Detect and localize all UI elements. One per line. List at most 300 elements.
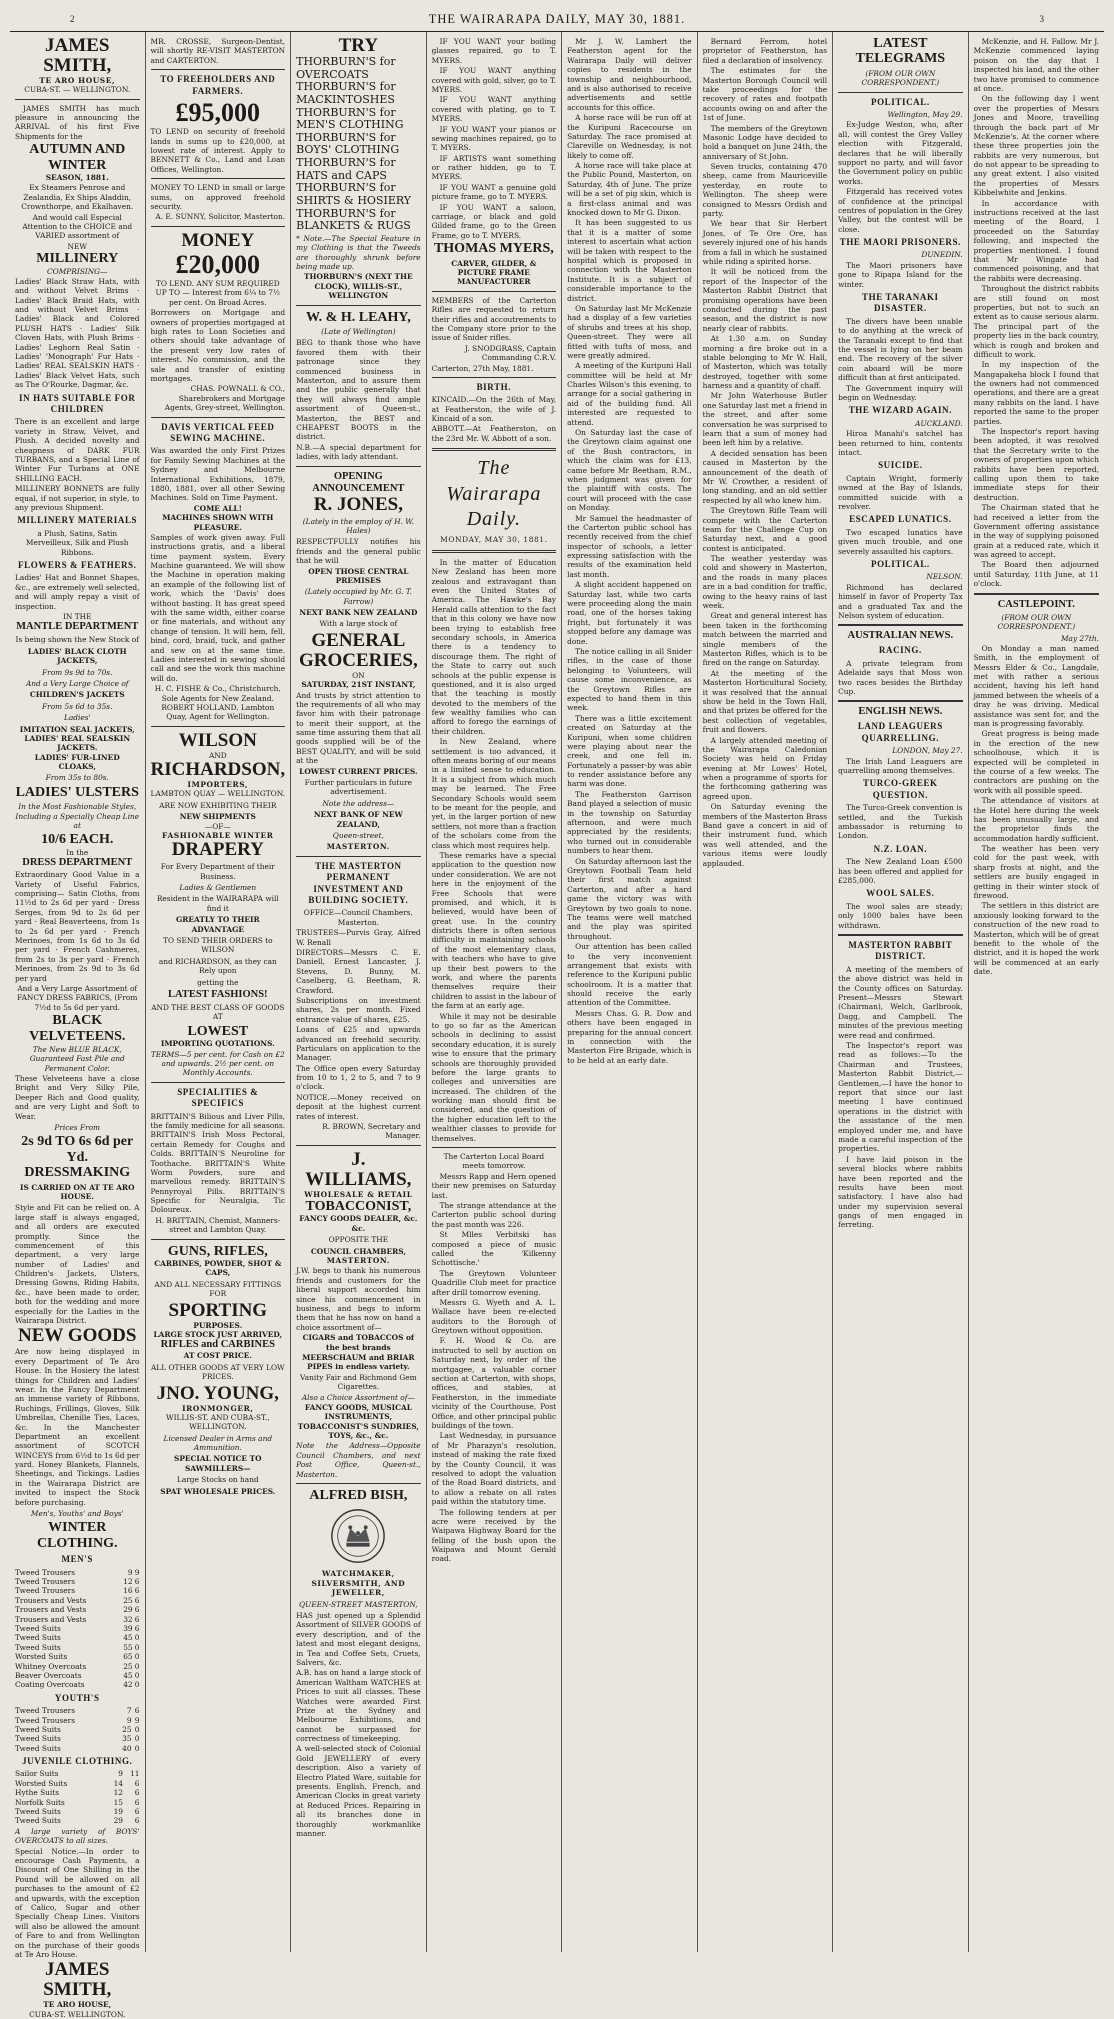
money-lend-text: MONEY TO LEND in small or large sums, on approved freehold security.	[150, 183, 286, 212]
terms-text: TERMS—5 per cent. for Cash on £2 and upwards. 2½ per cent. on Monthly Accounts.	[150, 1049, 285, 1078]
borrowers-text: Borrowers on Mortgage and owners of properties mortgaged at high rates to Loan Societies and others should take advantage of the present very low rates of interest. No commission, and the sale and transfer of existing mortgages.	[150, 308, 286, 383]
society-heading: THE MASTERTON PERMANENT INVESTMENT AND BUILDING SOCIETY.	[308, 860, 409, 906]
brittain-sign: H. BRITTAIN, Chemist, Manners-street and Lambton Quay.	[155, 1215, 281, 1235]
price-shillings: 39	[123, 1623, 133, 1633]
political2-text: Richmond has declared himself in favor of Property Tax and a graduated Tax and the Nelson system of education.	[838, 582, 963, 620]
price-row	[15, 1662, 140, 1671]
thorburn-item: THORBURN'S for HATS and CAPS	[296, 156, 396, 182]
cloth-jackets: LADIES' BLACK CLOTH JACKETS,	[27, 646, 127, 666]
footer-name: JAMES SMITH,	[43, 1959, 112, 2001]
price-shillings: 19	[113, 1807, 123, 1817]
price-pence: 0	[134, 1633, 140, 1643]
racing-heading: RACING.	[878, 645, 922, 656]
millinery-items: Ladies' Black Straw Hats, with and without Velvet Brims · Ladies' Black Braid Hats, with and without Velvet Brims · Ladies' Black and Colored PLUSH HATS · Ladies' Silk Cloven Hats, with Plush Brims · Ladies' Leghorn Real Satin · Ladies' 'Monograph' Fur Hats · Ladies' REAL SEALSKIN HATS · Ladies' Black Velvet Hats, such as The O'Rourke, Dagmar, &c.	[15, 276, 140, 390]
loan-text: TO LEND on security of freehold lands in sums up to £20,000, at lowest rate of interest. Apply to BENNETT & Co., Land and Loan Offices, Wellington.	[150, 127, 286, 174]
society-brown: R. BROWN, Secretary and Manager.	[322, 1122, 421, 1141]
price-pence: 6	[134, 1595, 140, 1605]
other-goods: ALL OTHER GOODS AT VERY LOW PRICES.	[150, 1362, 285, 1382]
leahy-heading: W. & H. LEAHY,	[305, 309, 411, 325]
thorburn-item: THORBURN'S for MACKINTOSHES	[296, 80, 396, 106]
price-row	[15, 1680, 140, 1689]
news-paragraph: On Saturday afternoon last the Greytown Football Team held their first match against Carterton, and after a hard game the victory was with Greytown by two goals to none. The teams were well matched and the play was spirited throughout.	[567, 856, 692, 941]
report-paragraph: On the following day I went over the properties of Messrs Jones and Moore, travelling through the back part of Mr McKenzie's. At the corner where these three properties join the rabbits are very numerous, but do not appear to be spreading to any great extent. I also visited the properties of Messrs Kibbelwhite and Jenkins.	[973, 94, 1099, 198]
suicide-heading: SUICIDE.	[878, 460, 923, 471]
overcoats-note: A large variety of BOYS' OVERCOATS to all sizes.	[15, 1826, 140, 1846]
fancy-fabrics: And a Very Large Assortment of FANCY DRESS FABRICS, (From 7½d to 5s 6d per yard.	[17, 983, 138, 1012]
correspondent: (FROM OUR OWN CORRESPONDENT.)	[861, 68, 940, 88]
price-pence: 11	[130, 1769, 140, 1779]
bish-jeweller: JEWELLER,	[331, 1588, 385, 1598]
price-row	[15, 1734, 140, 1743]
news-paragraph: Mr J. W. Lambert the Featherston agent for the Wairarapa Daily will deliver copies to residents in the township and neighbourhood, and is also authorised to receive advertisements and settle accounts for this office.	[567, 37, 692, 112]
price-item: Tweed Suits	[15, 1743, 61, 1753]
opening-date: SATURDAY, 21ST INSTANT,	[301, 680, 416, 690]
death-text: ABBOTT.—At Featherston, on the 23rd Mr. W. Abbott of a son.	[431, 424, 557, 443]
price-row	[15, 1788, 140, 1797]
hats-text: There is an excellent and large variety in Straw, Velvet, and Plush. A decided novelty and cheapness of DARK FUR TURBANS, and a Special Line of Winter Fur Turbans at ONE SHILLING EACH.	[15, 417, 140, 483]
column-2	[146, 32, 292, 1952]
price-pence: 0	[134, 1661, 140, 1671]
on-label: ON	[352, 670, 365, 680]
fur-price: From 35s to 80s.	[45, 773, 109, 783]
williams-tobacconist: TOBACCONIST,	[305, 1199, 412, 1215]
cloth-price: From 9s 9d to 70s.	[42, 667, 113, 677]
news-paragraph: The notice calling in all Snider rifles, in the case of those belonging to Volunteers, will cause some inconvenience, as the Greytown Rifles are expected to hand them in this week.	[567, 647, 692, 713]
price-row	[15, 1725, 140, 1734]
price-pence: 6	[134, 1586, 140, 1596]
price-row	[15, 1798, 140, 1807]
next-bank2: NEXT BANK OF NEW ZEALAND,	[313, 810, 403, 829]
price-shillings: 9	[127, 1567, 133, 1577]
davis-heading: DAVIS VERTICAL FEED SEWING MACHINE.	[161, 421, 275, 443]
machines-shown: MACHINES SHOWN WITH PLEASURE.	[162, 513, 274, 532]
price-item: Tweed Trousers	[15, 1715, 75, 1725]
castlepoint-paragraph: The weather has been very cold for the past week, with sharp frosts at night, and the settlers are busily engaged in getting in their winter stock of firewood.	[973, 844, 1099, 901]
jones-late: (Lately in the employ of H. W. Hales)	[302, 516, 414, 535]
news-paragraph: A largely attended meeting of the Wairarapa Caledonian Society was held on Friday evening at Mr Lowes' Hotel, when a programme of sports for the forthcoming gathering was agreed upon.	[702, 735, 828, 801]
racing-text: A private telegram from Adelaide says that Moss won two races besides the Birthday Cup.	[838, 658, 963, 696]
next-bank: NEXT BANK NEW ZEALAND	[299, 608, 418, 618]
price-pence: 0	[134, 1670, 140, 1680]
ladies-label: Ladies'	[63, 713, 91, 723]
page-number-left: 2	[70, 13, 75, 24]
price-row	[15, 1716, 140, 1725]
price-shillings: 42	[123, 1680, 133, 1690]
wizard-text: Hiroa Manahi's satchel has been returned to him, contents intact.	[838, 429, 963, 457]
turco-text: The Turco-Greek convention is settled, and the Turkish ambassador is returning to London.	[838, 803, 963, 841]
sawmillers-notice: SPECIAL NOTICE TO SAWMILLERS—	[174, 1454, 262, 1473]
castlepoint-from: (FROM OUR OWN CORRESPONDENT.)	[997, 612, 1076, 632]
society-directors: DIRECTORS—Messrs C. E. Daniell, Ernest Lancaster, J. Stevens, D. Bunny, M. Caselberg, G. Beetham, R. Crawford.	[296, 948, 421, 995]
jones-text2: And trusts by strict attention to the requirements of all who may favor him with their patronage to merit their support, at the same time assuring them that all goods supplied will be of the BEST QUALITY, and will be sold at the	[296, 690, 421, 766]
velveteens-text: These Velveteens have a close Bright and Very Silky Pile, Deeper Rich and Good quality, and are very Light and Soft to Wear.	[15, 1074, 140, 1121]
political-date: Wellington, May 29.	[887, 109, 963, 119]
column-7	[833, 32, 969, 1952]
note-address: Note the address—	[322, 798, 395, 808]
price-shillings: 25	[123, 1595, 133, 1605]
news-paragraph: The estimates for the Masterton Borough Council will take proceedings for the recovery of rates and footpath accounts owing on and after the 1st of June.	[702, 66, 828, 123]
importing-label: IMPORTING QUOTATIONS.	[160, 1039, 275, 1049]
mantle-heading: MANTLE DEPARTMENT	[16, 621, 139, 633]
children-price: From 5s 6d to 35s.	[42, 701, 113, 711]
store-address: CUBA-ST. — WELLINGTON.	[24, 85, 131, 95]
news-paragraph: A horse race will be run off at the Kuripuni Racecourse on Saturday. The race promised at Clareville on Wednesday, is not likely to come off.	[567, 113, 692, 160]
ulsters-price: 10/6 EACH.	[41, 832, 114, 848]
lowest-prices: LOWEST CURRENT PRICES.	[299, 766, 418, 776]
rabbit-text2: The Inspector's report was read as follows:—To the Chairman and Trustees, Masterton Rabbit District,—Gentlemen,—I have the honor to report that since our last meeting I have continued operations in the district with the assistance of the men employed under me, and have made a careful inspection of the properties.	[838, 1041, 963, 1154]
price-row	[15, 1779, 140, 1788]
price-shillings: 29	[123, 1605, 133, 1615]
report-paragraph: The Board then adjourned until Saturday, 11th June, at 11 o'clock.	[973, 560, 1099, 589]
rifles-label: RIFLES,	[213, 1243, 268, 1259]
williams-opposite: OPPOSITE THE	[328, 1235, 389, 1245]
new-shipments: NEW SHIPMENTS	[179, 812, 256, 822]
richardson-heading: RICHARDSON,	[150, 759, 286, 781]
page-number-right: 3	[1039, 13, 1044, 24]
news-paragraph: Mr John Waterhouse Butler one Saturday last met a friend in the street, and after some conversation he was surprised to learn that a sum of money had been left him by a relative.	[702, 391, 828, 448]
store-name: TE ARO HOUSE,	[39, 75, 116, 85]
shipments-text: Ex Steamers Penrose and Zealandia, Ex Ships Aladdin, Crownthorpe, and Ekalhaven.	[21, 183, 134, 212]
price-pence: 6	[134, 1605, 140, 1615]
members-date: Carterton, 27th May, 1881.	[431, 363, 534, 373]
leahy-text: BEG to thank those who have favored them with their patronage since they commenced business in Masterton, and to assure them and the public generally that they will always find ample assortment of Queen-st., Masterton, the BEST and CHEAPEST BOOTS in the district.	[296, 338, 421, 442]
price-shillings: 45	[123, 1670, 133, 1680]
want-ad: IF YOU WANT a genuine gold picture frame, go to T. MYERS.	[431, 182, 557, 202]
editorial	[432, 558, 557, 1143]
local-news-item: Messrs G. Wyeth and A. L. Wallace have been re-elected auditors to the Borough of Greytown without opposition.	[431, 1297, 557, 1336]
royal-crest-icon	[329, 1507, 387, 1565]
large-stock: With a large stock of	[319, 619, 398, 629]
price-item: Tweed Trousers	[15, 1706, 75, 1716]
price-row	[15, 1624, 140, 1633]
williams-vanity: Vanity Fair and Richmond Gem Cigarettes.	[300, 1372, 417, 1392]
price-pence: 0	[134, 1652, 140, 1662]
bish-text2: A.B. has on hand a large stock of American Waltham WATCHES at Prices to suit all classes. These Watches were awarded First Prize at the Sydney and Melbourne Exhibitions, and cannot be surpassed for correctness of timekeeping.	[296, 1668, 421, 1744]
footer-address: CUBA-ST. WELLINGTON.	[29, 2009, 126, 2019]
price-pence: 0	[134, 1724, 140, 1734]
local-notes-col5	[567, 37, 692, 1065]
drapery-heading: DRAPERY	[171, 839, 264, 861]
price-pence: 6	[134, 1797, 140, 1807]
wants-list	[432, 37, 557, 240]
wool-text: The wool sales are steady; only 1000 bales have been withdrawn.	[838, 901, 963, 930]
council-notice: The Carterton Local Board meets tomorrow.	[443, 1152, 545, 1171]
groceries-heading: GROCERIES,	[298, 649, 418, 671]
price-shillings: 14	[113, 1778, 123, 1788]
leahy-sub: (Late of Wellington)	[321, 327, 396, 337]
news-paragraph: The members of the Greytown Masonic Lodge have decided to hold a banquet on June 24th, the anniversary of St John.	[702, 123, 828, 161]
central-premises: OPEN THOSE CENTRAL PREMISES	[308, 566, 409, 585]
news-paragraph: A decided sensation has been caused in Masterton by the announcement of the death of Mr W. Crowther, a resident of long standing, and an old settler respected by all who knew him.	[702, 448, 828, 505]
mens-youths-label: Men's, Youths' and Boys'	[30, 1509, 124, 1519]
local-news	[432, 1172, 557, 1564]
davis-award: Was awarded the only First Prizes for Family Sewing Machines at the Sydney and Melbourne International Exhibitions, 1879, 1880, 1881, over all other Sewing Machines. Sold on Time Payment.	[150, 446, 286, 503]
fitzgerald-text: Fitzgerald has received votes of confidence at the principal centres of population in the Grey Valley, but the contest will be close.	[838, 187, 963, 234]
news-paragraph: A horse race will take place at the Public Pound, Masterton, on Saturday, 4th of June. The prize will be a set of pig skin, which is a first-class animal and was knocked down to Mr G. Dixon.	[567, 161, 692, 218]
price-row	[15, 1577, 140, 1586]
society-loans: Loans of £25 and upwards advanced on freehold security. Particulars on application to the Manager.	[296, 1025, 421, 1063]
column-5	[562, 32, 698, 1952]
juvenile-heading: JUVENILE CLOTHING.	[22, 1756, 133, 1767]
editorial-paragraph: These remarks have a special application to the question now under consideration. We are not here in the enjoyment of the Free Schools that were promised, and which, it is believed, would have been of great use. In the country districts there is often serious difficulty in maintaining schools of the most elementary class, with teachers who have to give up their best powers to the work, and where the parents themselves require their children to assist in the labour of the farm at an early age.	[431, 850, 557, 1011]
season-heading: AUTUMN AND WINTER	[29, 142, 126, 173]
every-department: For Every Department of their Business.	[160, 862, 275, 881]
licensed-dealer: Licensed Dealer in Arms and Ammunition.	[163, 1433, 273, 1453]
turco-heading: TURCO-GREEK QUESTION.	[863, 778, 938, 800]
news-paragraph: On Saturday evening the members of the Masterton Brass Band gave a concert in aid of their instrument fund, which was well attended, and the various items were loudly applauded.	[702, 802, 828, 868]
williams-also: Also a Choice Assortment of—	[301, 1392, 415, 1402]
newspaper-title: THE WAIRARAPA DAILY, MAY 30, 1881.	[428, 11, 686, 26]
ironmonger-label: IRONMONGER,	[182, 1403, 254, 1413]
column-3	[291, 32, 427, 1952]
thorburn-item: THORBURN'S for SHIRTS & HOSIERY	[296, 181, 412, 207]
news-paragraph: On Saturday last Mr McKenzie had a display of a few varieties of shrubs and trees at his shop, Queen-street. They were all fitted with tufts of moss, and were greatly admired.	[567, 303, 692, 360]
williams-wholesale: WHOLESALE & RETAIL	[304, 1189, 413, 1199]
queen-street: Queen-street,	[332, 830, 384, 840]
society-office: OFFICE—Council Chambers, Masterton.	[303, 908, 413, 927]
mantle-sub: Is being shown the New Stock of	[15, 635, 139, 645]
velveteens-heading: VELVETEENS.	[29, 1028, 126, 1044]
fittings-label: AND ALL NECESSARY FITTINGS FOR	[154, 1279, 282, 1299]
dressmaking-sub: IS CARRIED ON AT TE ARO HOUSE.	[19, 1182, 135, 1201]
castlepoint-paragraph: Great progress is being made in the erection of the new schoolhouse, which it is expected will be completed in the course of a few weeks. The contractors are pushing on the work with all possible speed.	[973, 729, 1099, 795]
rabbit-text: A meeting of the members of the above district was held in the County offices on Saturday. Present—Messrs Stewart (Chairman), Welch, Garlbrook, Dagg, and Campbell. The minutes of the previous meeting were read and confirmed.	[838, 964, 963, 1040]
saws-stock: Large Stocks on hand	[176, 1475, 259, 1485]
thorburn-item: THORBURN'S for BOYS' CLOTHING	[296, 130, 400, 157]
fur-cloaks: LADIES' FUR-LINED CLOAKS,	[34, 752, 120, 772]
price-item: Tweed Suits	[15, 1724, 61, 1734]
price-shillings: 25	[122, 1724, 132, 1734]
price-item: Tweed Trousers	[15, 1586, 75, 1596]
news-paragraph: Messrs Chas. G. R. Dow and others have been engaged in preparing for the annual concert in connection with the Masterton Fire Brigade, which is to be held at an early date.	[567, 1008, 692, 1065]
children-choice: And a Very Large Choice of	[25, 678, 129, 688]
dress-in-label: In the	[66, 847, 89, 857]
thorburn-item: THORBURN'S for BLANKETS & RUGS	[296, 206, 411, 233]
stock-arrived: LARGE STOCK JUST ARRIVED,	[153, 1329, 283, 1339]
flowers-heading: FLOWERS & FEATHERS.	[18, 559, 137, 570]
league-text: The Irish Land Leaguers are quarrelling among themselves.	[838, 756, 963, 776]
exhibiting-label: ARE NOW EXHIBITING THEIR	[159, 800, 277, 810]
guns-label: GUNS,	[167, 1243, 211, 1259]
rifles-carbines: RIFLES and CARBINES	[160, 1339, 275, 1351]
rabbit-report-continued	[974, 37, 1099, 589]
and-label: AND	[208, 750, 227, 760]
bish-queen: QUEEN-STREET MASTERTON,	[298, 1599, 418, 1609]
local-notes-col6	[703, 37, 828, 868]
members-sign: J. SNODGRASS, Captain Commanding C.R.V.	[464, 343, 557, 363]
paper-title: The Wairarapa Daily.	[446, 457, 542, 531]
guns-heading	[151, 1244, 286, 1259]
local-news-item: The Greytown Volunteer Quadrille Club meet for practice after drill tomorrow evening.	[431, 1268, 557, 1297]
davis-text: Samples of work given away. Full instructions gratis, and a liberal time payment system. Every Machine guaranteed. We will show the Machine in operation making an example of the following list of work, which the 'Davis' does without basting. It has great speed with the same width, either coarse or fine materials, and without any change of tension. It will hem, fell, bind, cord, braid, tuck, and gather and sew on at the same time. Ladies interested in sewing should call and see the work this machine will do.	[150, 532, 286, 683]
editorial-paragraph: While it may not be desirable to go so far as the American schools in declining to assist secondary education, it is surely wise to ensure that the primary schools are thoroughly provided before the large grants to colleges and universities are increased. The children of the working man should first be considered, and the question of the higher education left to the wealthier classes to provide for themselves.	[431, 1011, 557, 1143]
price-pence: 0	[134, 1743, 140, 1753]
news-paragraph: There was a little excitement created on Saturday at the Kuripuni, when some children were playing about near the creek, and one fell in. Fortunately a passer-by was able to render assistance before any harm was done.	[567, 713, 692, 789]
price-item: Sailor Suits	[15, 1769, 59, 1779]
further-particulars: Further particulars in future advertisement.	[304, 778, 413, 797]
flowers-text: Ladies' Hat and Bonnet Shapes, &c., are extremely well selected, and will amply repay a visit of inspection.	[15, 573, 140, 611]
price-pence: 6	[134, 1614, 140, 1624]
price-shillings: 35	[122, 1734, 132, 1744]
price-shillings: 12	[113, 1788, 123, 1798]
castlepoint-paragraph: On Monday a man named Smith, in the employment of Messrs Elder & Co., Langdale, met with rather a serious accident, having his left hand jammed between the wheels of a dray he was driving. Medical assistance was sent for, and the man is progressing favorably.	[973, 643, 1099, 729]
price-item: Hythe Suits	[15, 1788, 60, 1798]
suicide-text: Captain Wright, formerly owned at the Bay of Islands, committed suicide with a revolver.	[838, 473, 963, 511]
materials-heading: MILLINERY MATERIALS	[17, 515, 138, 526]
sealskin-jackets: LADIES' REAL SEALSKIN JACKETS.	[24, 733, 131, 753]
price-row	[15, 1671, 140, 1680]
society-subs: Subscriptions on investment shares, 2s per month. Fixed entrance value of shares, £25.	[296, 995, 421, 1024]
local-news-item: The following tenders at per acre were received by the Waipawa Highway Board for the felling of the bush upon the Waipawa and Mount Gerald road.	[431, 1507, 557, 1564]
column-1	[10, 32, 146, 2019]
price-item: Beaver Overcoats	[15, 1670, 82, 1680]
taranaki-text: The divers have been unable to do anything at the wreck of the Taranaki except to find that the vessel is lying on her beam end. The recovery of the silver coin aboard will be more difficult than at first anticipated.	[838, 316, 963, 383]
velveteens-desc: The New BLUE BLACK, Guaranteed Fast Pile and Permanent Color.	[29, 1044, 125, 1073]
want-ad: IF YOU WANT a saloon, carriage, or black and gold Gilded frame, go to the Green Frame, go to T. MYERS.	[431, 202, 557, 240]
society-trustees: TRUSTEES—Purvis Gray, Alfred W. Renall	[296, 928, 421, 947]
report-paragraph: The Chairman stated that he had received a letter from the Government offering assistance in the way of supplying poisoned grain at a reduced rate, which it was agreed to accept.	[973, 503, 1099, 560]
maori-heading: THE MAORI PRISONERS.	[839, 237, 961, 248]
youths-price-list	[15, 1706, 140, 1753]
price-row	[15, 1615, 140, 1624]
williams-cigars: CIGARS and TOBACCOS of the best brands	[302, 1333, 415, 1352]
loan-amount: £95,000	[175, 98, 261, 128]
willis-address: WILLIS-ST. AND CUBA-ST., WELLINGTON.	[166, 1412, 270, 1432]
news-paragraph: Seven trucks, containing 470 sheep, came from Mauriceville yesterday, en route to Wellington. The sheep were consigned to Messrs Ordish and party.	[702, 162, 828, 219]
prices-from: Prices From	[54, 1123, 101, 1133]
williams-meersch: MEERSCHAUM and BRIAR PIPES in endless variety.	[302, 1352, 415, 1372]
price-shillings: 65	[123, 1652, 133, 1662]
local-news-item: Last Wednesday, in pursuance of Mr Pharazyn's resolution, instead of making the rate fixed by the County Council, it was resolved to adopt the valuation of the Road Board districts, and to allow a rebate on all rates paid within the statutory time.	[431, 1431, 557, 1507]
want-ad: IF YOU WANT your boiling glasses repaired, go to T. MYERS.	[431, 37, 557, 65]
lambton-quay: LAMBTON QUAY — WELLINGTON.	[150, 789, 286, 799]
want-ad: IF ARTISTS want something or rather hidden, go to T. MYERS.	[431, 153, 557, 182]
bish-heading: ALFRED BISH,	[309, 1488, 408, 1504]
news-paragraph: Mr Samuel the headmaster of the Carterton public school has recently received from the chief inspector of schools, a letter expressing satisfaction with the results of the examination held last month.	[567, 513, 692, 579]
price-item: Tweed Trousers	[15, 1577, 75, 1586]
try-heading: TRY	[338, 35, 379, 56]
price-pence: 9	[134, 1567, 140, 1577]
price-row	[15, 1769, 140, 1778]
price-item: Worsted Suits	[15, 1778, 68, 1788]
price-row	[15, 1816, 140, 1825]
specialities-text: BRITTAIN'S Bilious and Liver Pills, the family medicine for all seasons. BRITTAIN'S Irish Moss Pectoral, certain Remedy for Coughs and Colds. BRITTAIN'S Neuroline for Toothache. BRITTAIN'S White Worm Powders, sure and marvellous remedy. BRITTAIN'S Pennyroyal Pills. BRITTAIN'S Specific for Neuralgia, Tic Doloureux.	[150, 1111, 286, 1215]
escaped-heading: ESCAPED LUNATICS.	[849, 514, 952, 525]
price-pence: 6	[134, 1778, 140, 1788]
price-shillings: 15	[113, 1797, 123, 1807]
dressmaking-heading: DRESSMAKING	[24, 1165, 131, 1181]
price-shillings: 16	[123, 1586, 133, 1596]
money-sum-text: TO LEND. ANY SUM REQUIRED UP TO — Interest from 6¼ to 7½ per cent. On Broad Acres.	[155, 279, 281, 307]
news-paragraph: A slight accident happened on Saturday last, while two carts were proceeding along the main road, one of the horses taking fright, but fortunately it was stopped before any damage was done.	[567, 580, 692, 646]
price-shillings: 7	[126, 1706, 132, 1716]
political2-place: NELSON.	[926, 572, 963, 582]
price-pence: 9	[134, 1715, 140, 1725]
price-item: Tweed Suits	[15, 1623, 61, 1633]
millinery-heading: MILLINERY	[36, 251, 119, 267]
news-paragraph: On Saturday last the case of the Greytown claim against one of the Bush contractors, in which the claim was for £13, came before Mr Beetham, R.M., when judgment was given for the plaintiff with costs. The court will proceed with the case on Monday.	[567, 428, 692, 513]
masthead	[10, 8, 1104, 32]
thorburn-item: THORBURN'S for OVERCOATS	[296, 54, 396, 81]
news-paragraph: Our attention has been called to the very inconvenient arrangement that exists with reference to the Kuripuni public schoolroom. It is a matter that should receive the early attention of the Committee.	[567, 942, 692, 1008]
wholesale-prices: SPAT WHOLESALE PRICES.	[160, 1486, 276, 1496]
sporting-heading: SPORTING	[168, 1299, 268, 1321]
escaped-text: Two escaped lunatics have given much trouble, and one severely assaulted his captors.	[838, 527, 963, 556]
comprising-label: COMPRISING—	[47, 266, 108, 276]
dentist-notice: MR. CROSSE, Surgeon-Dentist, will shortly RE-VISIT MASTERTON and CARTERTON.	[150, 37, 286, 65]
children-jackets: CHILDREN'S JACKETS	[29, 690, 125, 700]
nzloan-text: The New Zealand Loan £500 has been offered and applied for £285,000.	[838, 857, 963, 886]
castlepoint-paragraph: The attendance of visitors at the Hotel here during the week has been unusually large, and the proprietor finds the accommodation hardly sufficient.	[973, 796, 1099, 843]
ulsters-heading: LADIES' ULSTERS	[15, 784, 139, 800]
price-pence: 0	[134, 1734, 140, 1744]
local-news-item: Messrs Rapp and Hern opened their new premises on Saturday last.	[431, 1171, 557, 1200]
price-pence: 6	[134, 1807, 140, 1817]
price-row	[15, 1807, 140, 1816]
cost-price: AT COST PRICE.	[183, 1351, 252, 1361]
black-heading: BLACK	[52, 1013, 103, 1029]
getting-label: getting the	[197, 977, 239, 987]
news-paragraph: The weather yesterday was cold and showery in Masterton, and the roads in many places are in a bad condition for traffic, owing to the heavy rains of last week.	[702, 554, 828, 611]
price-shillings: 12	[123, 1577, 133, 1586]
dateline: MONDAY, MAY 30, 1881.	[440, 535, 548, 545]
thorburn-list	[296, 56, 421, 233]
williams-address: Note the Address—Opposite Council Chambers, and next Post Office, Queen-st., Masterton.	[296, 1441, 421, 1479]
price-pence: 6	[134, 1816, 140, 1826]
column-4	[427, 32, 563, 1952]
price-pence: 6	[134, 1788, 140, 1798]
in-the-label: IN THE	[62, 611, 92, 621]
news-paragraph: A meeting of the Kuripuni Hall committee will be held at Mr Charles Wilson's this evening, to arrange for a social gathering in aid of the building fund. All interested are requested to attend.	[567, 361, 692, 427]
editorial-paragraph: In the matter of Education New Zealand has been more zealous and extravagant than even the United States of America. The Hawke's Bay Herald calls attention to the fact that in this colony we have now been trying to establish free secondary schools, in America there is a tendency to discourage them. The right of the State to carry out such schools at the public expense is questioned, and it is also urged that the teaching is mostly devoted to the members of the few wealthy families who can afford to forego the earnings of their children.	[431, 557, 557, 736]
leahy-nb: N.B.—A special department for ladies, with lady attendant.	[296, 442, 421, 462]
materials-text: a Plush, Satins, Satin Merveilleux, Silk and Plush Ribbons.	[25, 528, 129, 557]
price-pence: 0	[134, 1680, 140, 1690]
birth-heading: BIRTH.	[476, 381, 512, 392]
mens-heading: MEN'S	[61, 1554, 93, 1565]
want-ad: IF YOU WANT anything covered with gold, silver, go to T. MYERS.	[431, 66, 557, 94]
league-date: LONDON, May 27.	[892, 746, 963, 756]
price-shillings: 55	[123, 1642, 133, 1652]
williams-fancy: FANCY GOODS DEALER, &c. &c.	[299, 1214, 418, 1233]
purposes-label: PURPOSES.	[193, 1320, 243, 1330]
money-heading: MONEY	[181, 229, 255, 251]
report-paragraph: In my inspection of the Mangapakeha block I found that the owners had not commenced operations, and there are a great many rabbits on the land. I have reported the same to the proper parties.	[973, 360, 1099, 426]
political2-heading: POLITICAL.	[870, 558, 930, 569]
rabbit-text3: I have laid poison in the several blocks where rabbits have been reported and the results have been most satisfactory. I have also had under my supervision several gangs of men engaged in ferreting.	[838, 1154, 963, 1230]
ulsters-sub: In the Most Fashionable Styles, Including a Specially Cheap Line at	[15, 802, 140, 831]
news-paragraph: It will be noticed from the report of the Inspector of the Masterton Rabbit District that promising operations have been conducted during the past season, and the district is now nearly clear of rabbits.	[702, 267, 828, 333]
local-news-item: The strange attendance at the Carterton public school during the past month was 226.	[431, 1201, 557, 1229]
masterton-label: MASTERTON.	[326, 842, 390, 852]
rely-label: and RICHARDSON, as they can Rely upon	[158, 956, 277, 976]
children-hats-heading: IN HATS SUITABLE FOR CHILDREN	[19, 392, 136, 415]
carbines-label: CARBINES, POWDER, SHOT & CAPS,	[154, 1259, 282, 1278]
price-pence: 6	[134, 1577, 140, 1586]
league-heading: LAND LEAGUERS QUARRELLING.	[857, 721, 943, 743]
special-text: And would call Especial Attention to the CHOICE and VARIED assortment of	[22, 212, 133, 241]
fisher-sign: H. C. FISHE & Co., Christchurch, Sole Agents for New Zealand. ROBERT HOLLAND, Lambton Quay, Agent for Wellington.	[154, 684, 281, 722]
latest-fashions: LATEST FASHIONS!	[168, 988, 268, 1000]
williams-fancy-goods: FANCY GOODS, MUSICAL INSTRUMENTS, TOBACCONIST'S SUNDRIES, TOYS, &c., &c.	[297, 1402, 419, 1441]
price-pence: 6	[134, 1623, 140, 1633]
seal-jackets: IMITATION SEAL JACKETS,	[19, 724, 135, 734]
myers-sub: CARVER, GILDER, & PICTURE FRAME MANUFACTURER	[451, 258, 537, 287]
specialities-heading: SPECIALITIES & SPECIFICS	[177, 1086, 259, 1109]
want-ad: IF YOU WANT your pianos or sewing machines repaired, go to T. MYERS.	[431, 124, 557, 153]
column-8	[969, 32, 1104, 1952]
bish-text3: A well-selected stock of Colonial Gold JEWELLERY of every description. Also a variety of Electro Plated Ware, suitable for presents. English, French, and American Clocks in great variety at Reduced Prices. Repairing in all its branches done in thoroughly workmanlike manner.	[296, 1744, 421, 1838]
